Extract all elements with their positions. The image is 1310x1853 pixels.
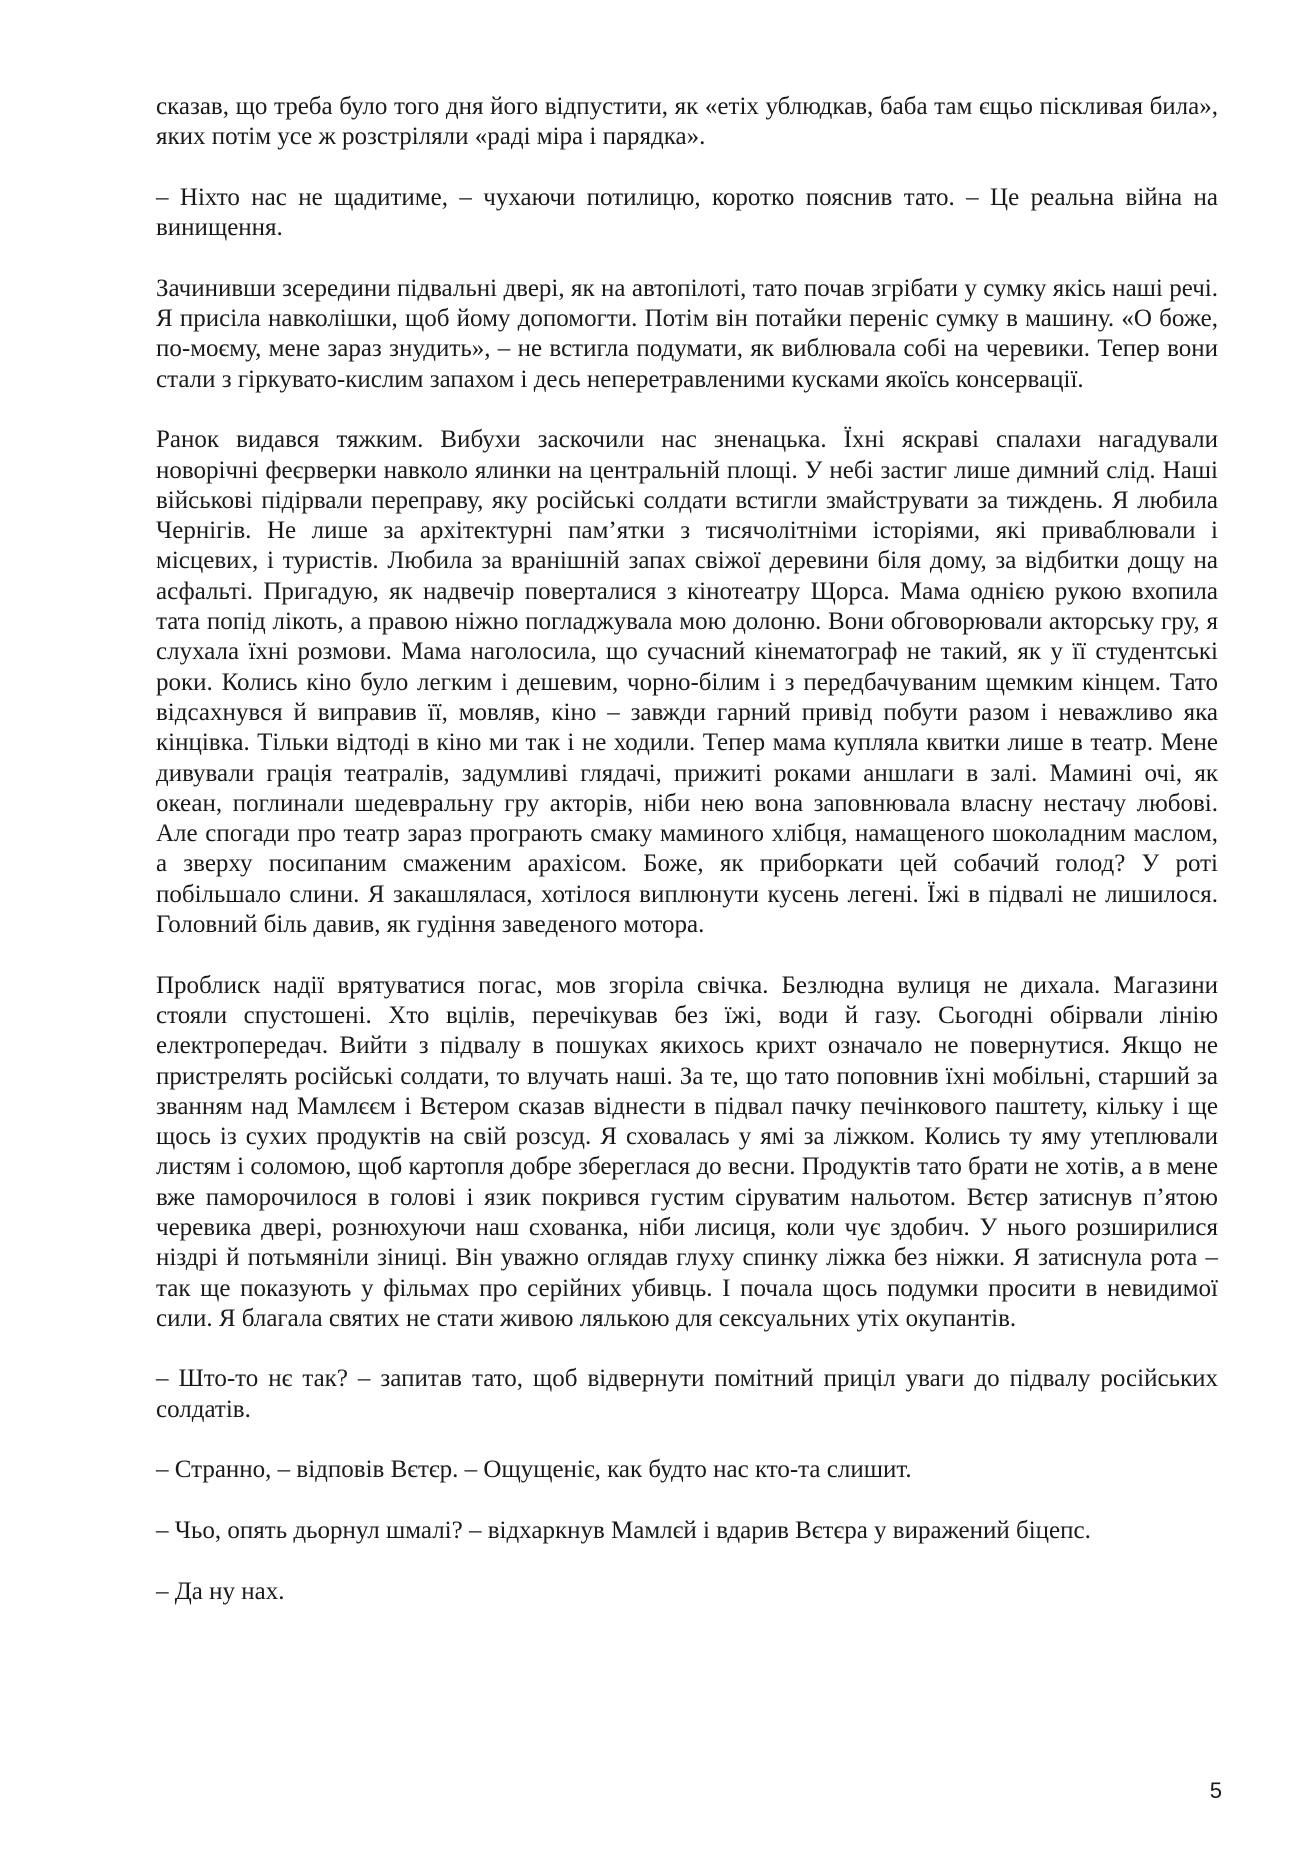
paragraph-8: – Чьо, опять дьорнул шмалі? – відхаркнув Мамлєй і вдарив Вєтєра у виражений біцепс. (156, 1516, 1091, 1544)
paragraph-9: – Да ну нах. (156, 1577, 285, 1605)
paragraph-3: Зачинивши зсередини підвальні двері, як на автопілоті, тато почав згрібати у сумку якісь наші речі. Я присіла навколішки, щоб йому допомогти. Потім він потайки переніс сумку в машину. «О боже, по-моєму, мене зараз знудить», – не встигла подумати, як виблювала собі на черевики. Тепер вони стали з гіркувато-кислим запахом і десь неперетравленими кусками якоїсь консервації. (156, 274, 1218, 393)
paragraph-7: – Странно, – відповів Вєтєр. – Ощущеніє, как будто нас кто-та слишит. (156, 1456, 912, 1484)
paragraph-5: Проблиск надії врятуватися погас, мов згоріла свічка. Безлюдна вулиця не дихала. Магазини стояли спустошені. Хто вцілів, перечікував без їжі, води й газу. Сьогодні обірвали лінію електропередач. Вийти з підвалу в пошуках якихось крихт означало не повернутися. Якщо не пристрелять російські солдати, то влучать наші. За те, що тато поповнив їхні мобільні, старший за званням над Мамлєєм і Вєтером сказав віднести в підвал пачку печінкового паштету, кільку і ще щось із сухих продуктів на свій розсуд. Я сховалась у ямі за ліжком. Колись ту яму утеплювали листям і соломою, щоб картопля добре збереглася до весни. Продуктів тато брати не хотів, а в мене вже паморочилося в голові і язик покрився густим сіруватим нальотом. Вєтєр затиснув п’ятою черевика двері, рознюхуючи наш схованка, ніби лисиця, коли чує здобич. У нього розширилися ніздрі й потьмяніли зіниці. Він уважно оглядав глуху спинку ліжка без ніжки. Я затиснула рота – так ще показують у фільмах про серійних убивць. І почала щось подумки просити в невидимої сили. Я благала святих не стати живою лялькою для сексуальних утіх окупантів. (156, 971, 1218, 1332)
paragraph-6: – Што-то нє так? – запитав тато, щоб відвернути помітний приціл уваги до підвалу російських солдатів. (156, 1365, 1218, 1423)
paragraph-2: – Ніхто нас не щадитиме, – чухаючи потилицю, коротко пояснив тато. – Це реальна війна на винищення. (156, 183, 1218, 242)
paragraph-4: Ранок видався тяжким. Вибухи заскочили нас зненацька. Їхні яскраві спалахи нагадували новорічні феєрверки навколо ялинки на центральній площі. У небі застиг лише димний слід. Наші військові підірвали переправу, яку російські солдати встигли змайструвати за тиждень. Я любила Чернігів. Не лише за архітектурні пам’ятки з тисячолітніми історіями, які приваблювали і місцевих, і туристів. Любила за вранішній запах свіжої деревини біля дому, за відбитки дощу на асфальті. Пригадую, як надвечір поверталися з кінотеатру Щорса. Мама однією рукою вхопила тата попід лікоть, а правою ніжно погладжувала мою долоню. Вони обговорювали акторську гру, я слухала їхні розмови. Мама наголосила, що сучасний кінематограф не такий, як у її студентські роки. Колись кіно було легким і дешевим, чорно-білим і з передбачуваним щемким кінцем. Тато відсахнувся й виправив її, мовляв, кіно – завжди гарний привід побути разом і неважливо яка кінцівка. Тільки відтоді в кіно ми так і не ходили. Тепер мама купляла квитки лише в театр. Мене дивували грація театралів, задумливі глядачі, прижиті роками аншлаги в залі. Мамині очі, як океан, поглинали шедевральну гру акторів, ніби нею вона заповнювала власну нестачу любові. Але спогади про театр зараз програють смаку маминого хлібця, намащеного шоколадним маслом, а зверху посипаним смаженим арахісом. Боже, як приборкати цей собачий голод? У роті побільшало слини. Я закашлялася, хотілося виплюнути кусень легені. Їжі в підвалі не лишилося. Головний біль давив, як гудіння заведеного мотора. (156, 426, 1218, 939)
page-number: 5 (1209, 1778, 1222, 1803)
paragraph-1: сказав, що треба було того дня його відпустити, як «етіх ублюдкав, баба там єщьо піскливая била», яких потім усе ж розстріляли «раді міра і парядка». (156, 93, 1218, 151)
